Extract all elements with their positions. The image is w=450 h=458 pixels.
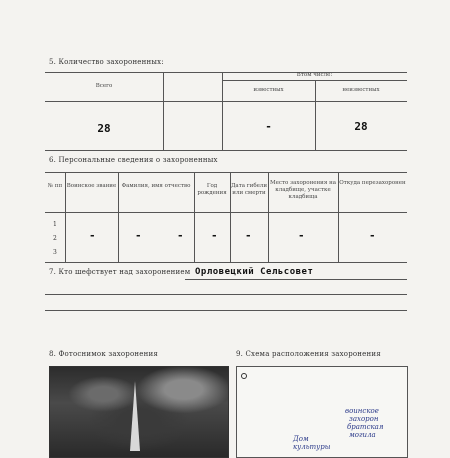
value-birth: - <box>212 229 217 242</box>
row-number-2: 2 <box>53 235 57 242</box>
section-9-title: 9. Схема расположения захоронения <box>236 350 381 358</box>
handwriting-line-4: могила <box>349 431 376 439</box>
burial-photo <box>49 366 229 458</box>
value-name-2: - <box>178 229 183 242</box>
header-including: Втом числе: <box>296 72 333 78</box>
header-birth: Год рождения <box>197 183 227 196</box>
obelisk-monument <box>130 381 140 451</box>
header-num: № пп <box>47 183 63 189</box>
section-7-label: 7. Кто шефствует над захоронением <box>49 268 191 276</box>
row-number-1: 1 <box>53 221 57 228</box>
blank-line-1 <box>45 294 407 295</box>
header-unknown: неизвестных <box>342 87 380 93</box>
header-rank: Воинское звание <box>66 183 117 189</box>
handwriting-line-2: захорон <box>349 415 379 423</box>
section-6-title: 6. Персональные сведения о захороненных <box>49 156 218 164</box>
burial-scheme <box>236 366 408 458</box>
blank-line-2 <box>45 310 407 311</box>
header-from: Откуда перезахоронен <box>339 180 406 186</box>
value-rank: - <box>90 229 95 242</box>
row-number-3: 3 <box>53 249 57 256</box>
section-8-title: 8. Фотоснимок захоронения <box>49 350 158 358</box>
handwriting-line-3: братская <box>347 423 384 431</box>
value-name-1: - <box>136 229 141 242</box>
value-unknown: 28 <box>354 120 368 133</box>
handwriting-line-6: культуры <box>293 443 331 451</box>
header-name: Фамилия, имя отчество <box>121 183 191 189</box>
header-total: Всего <box>95 83 113 89</box>
header-death: Дата гибели или смерти <box>230 183 268 196</box>
handwriting-line-1: воинское <box>345 407 379 415</box>
value-from: - <box>370 229 375 242</box>
header-place: Место захоронения на кладбище, участке кладбища <box>270 180 337 200</box>
section-5-title: 5. Количество захороненных: <box>49 58 164 66</box>
patron-line <box>185 279 407 280</box>
patron-stamp: Орловецкий Сельсовет <box>195 267 314 277</box>
scheme-marker <box>241 373 247 379</box>
header-known: известных <box>253 87 284 93</box>
handwriting-line-5: Дом <box>293 435 309 443</box>
value-place: - <box>299 229 304 242</box>
value-total: 28 <box>97 122 111 135</box>
value-known: - <box>266 120 271 133</box>
value-death: - <box>246 229 251 242</box>
